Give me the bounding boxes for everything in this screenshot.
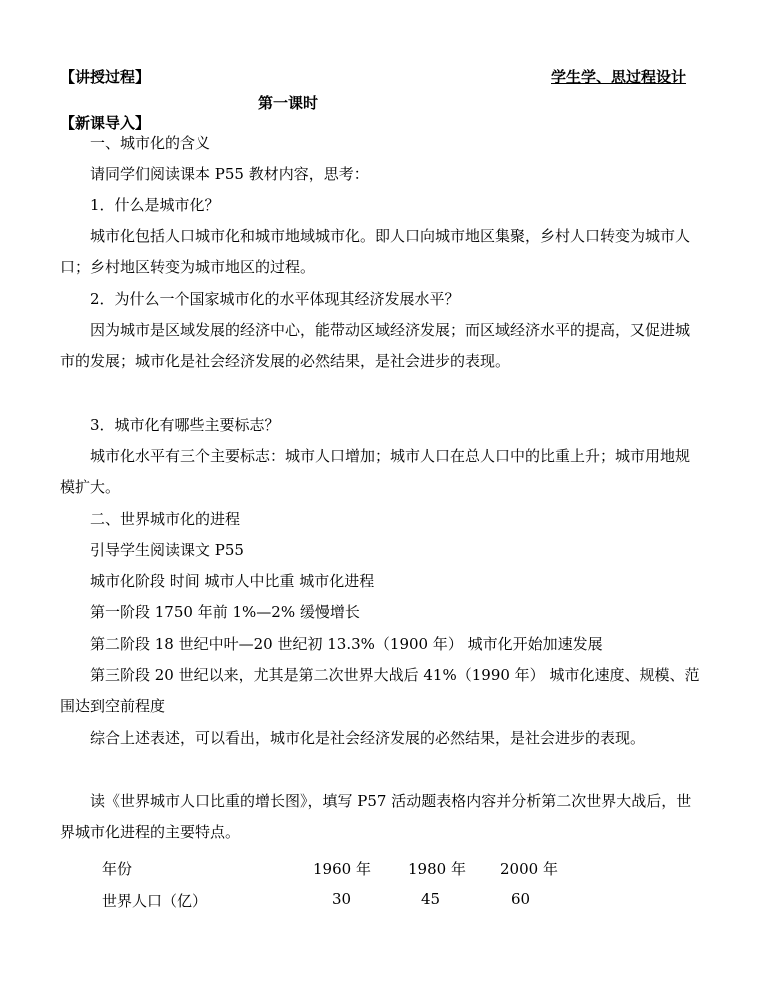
stage-row: 第一阶段 1750 年前 1%—2% 缓慢增长 bbox=[90, 603, 360, 621]
lesson-title: 第一课时 bbox=[258, 94, 319, 112]
paragraph: 读《世界城市人口比重的增长图》，填写 P57 活动题表格内容并分析第二次世界大战后，世界城市化进程的主要特点。 bbox=[60, 792, 692, 841]
table-cell: 45 bbox=[421, 890, 441, 908]
question-2: 2．为什么一个国家城市化的水平体现其经济发展水平？ bbox=[90, 290, 460, 308]
table-cell: 1960 年 bbox=[313, 860, 371, 878]
new-lesson-label: 【新课导入】 bbox=[60, 114, 151, 132]
table-cell: 2000 年 bbox=[500, 860, 558, 878]
section-heading-2: 二、世界城市化的进程 bbox=[90, 510, 241, 528]
paragraph: 城市化水平有三个主要标志：城市人口增加；城市人口在总人口中的比重上升；城市用地规模扩大。 bbox=[60, 447, 691, 496]
question-1: 1．什么是城市化？ bbox=[90, 196, 220, 214]
stage-row: 第三阶段 20 世纪以来，尤其是第二次世界大战后 41%（1990 年） 城市化速度、规模、范围达到空前程度 bbox=[60, 666, 700, 715]
table-cell: 30 bbox=[332, 890, 352, 908]
teaching-process-label: 【讲授过程】 bbox=[60, 68, 151, 86]
paragraph: 因为城市是区域发展的经济中心，能带动区域经济发展；而区域经济水平的提高，又促进城市的发展；城市化是社会经济发展的必然结果，是社会进步的表现。 bbox=[60, 321, 691, 370]
table-cell: 1980 年 bbox=[408, 860, 466, 878]
student-process-heading: 学生学、思过程设计 bbox=[551, 68, 687, 86]
table-row-label: 世界人口（亿） bbox=[102, 892, 208, 910]
stage-table-header: 城市化阶段 时间 城市人中比重 城市化进程 bbox=[90, 572, 375, 590]
stage-row: 第二阶段 18 世纪中叶—20 世纪初 13.3%（1900 年） 城市化开始加速发展 bbox=[90, 635, 603, 653]
paragraph: 城市化包括人口城市化和城市地域城市化。即人口向城市地区集聚，乡村人口转变为城市人口；乡村地区转变为城市地区的过程。 bbox=[60, 227, 691, 276]
table-cell: 60 bbox=[511, 890, 531, 908]
section-heading-1: 一、城市化的含义 bbox=[90, 134, 211, 152]
paragraph: 综合上述表述，可以看出，城市化是社会经济发展的必然结果，是社会进步的表现。 bbox=[90, 729, 646, 747]
table-row-label: 年份 bbox=[102, 860, 133, 878]
paragraph: 引导学生阅读课文 P55 bbox=[90, 541, 244, 559]
question-3: 3．城市化有哪些主要标志？ bbox=[90, 416, 280, 434]
paragraph: 请同学们阅读课本 P55 教材内容，思考： bbox=[90, 165, 369, 183]
